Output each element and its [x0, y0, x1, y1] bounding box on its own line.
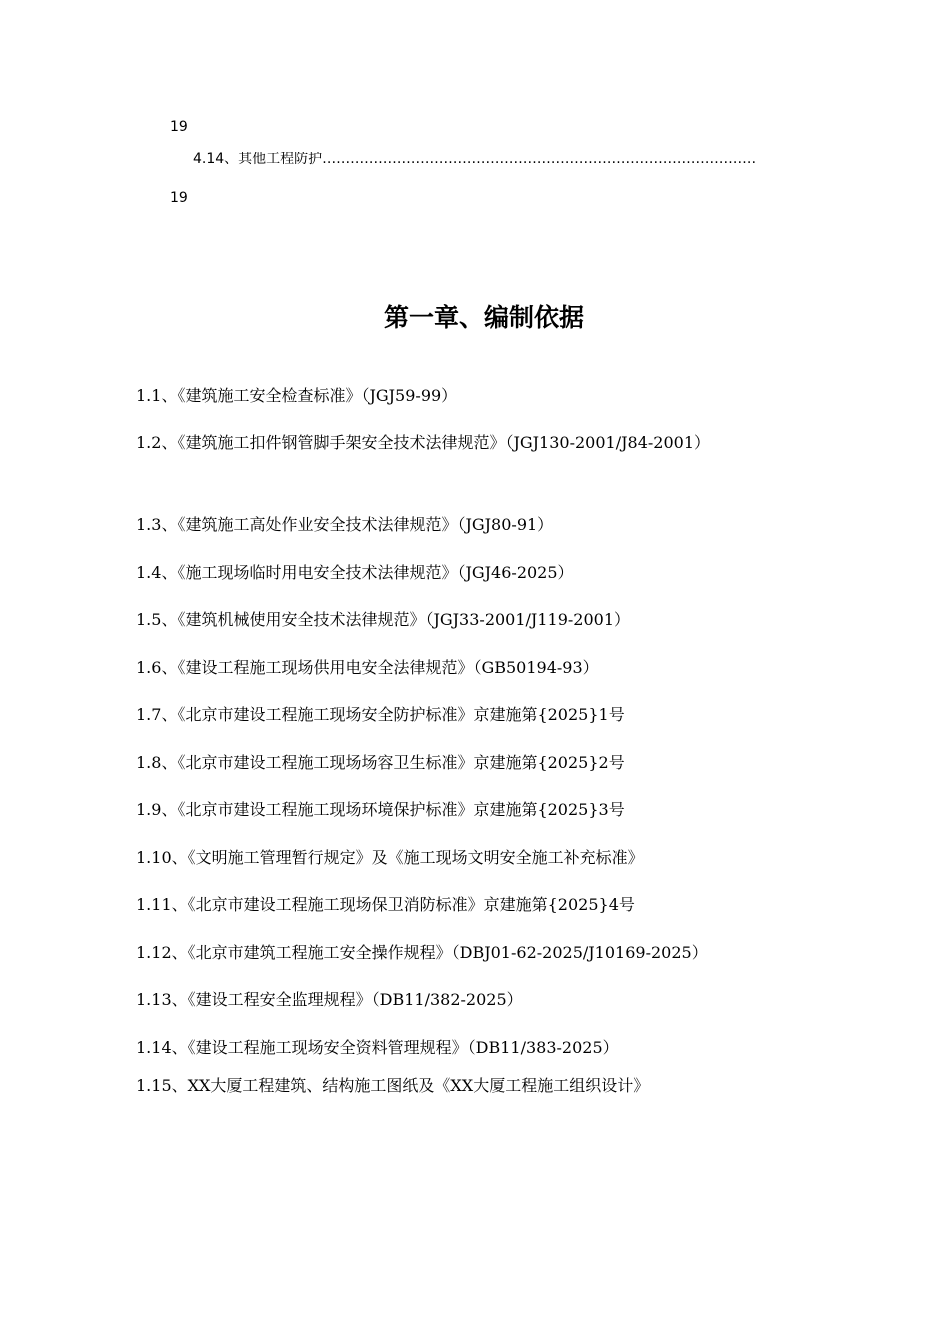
reference-item: 1.3、《建筑施工高处作业安全技术法律规范》（JGJ80-91）: [136, 515, 554, 534]
reference-item: 1.11、《北京市建设工程施工现场保卫消防标准》京建施第{2025}4号: [136, 895, 635, 914]
reference-item: 1.8、《北京市建设工程施工现场场容卫生标准》京建施第{2025}2号: [136, 753, 625, 772]
toc-entry-page-number: 19: [170, 190, 188, 206]
reference-item: 1.1、《建筑施工安全检查标准》（JGJ59-99）: [136, 386, 458, 405]
reference-item: 1.7、《北京市建设工程施工现场安全防护标准》京建施第{2025}1号: [136, 705, 625, 724]
toc-page-number: 19: [170, 119, 188, 135]
reference-item: 1.6、《建设工程施工现场供用电安全法律规范》（GB50194-93）: [136, 658, 599, 677]
toc-entry: 4.14、其他工程防护…………………………………………………………………………………: [193, 152, 757, 166]
reference-item: 1.10、《文明施工管理暂行规定》及《施工现场文明安全施工补充标准》: [136, 848, 644, 867]
reference-item: 1.13、《建设工程安全监理规程》（DB11/382-2025）: [136, 990, 523, 1009]
reference-item: 1.5、《建筑机械使用安全技术法律规范》（JGJ33-2001/J119-2001）: [136, 610, 631, 629]
chapter-title: 第一章、编制依据: [383, 303, 584, 332]
reference-item: 1.4、《施工现场临时用电安全技术法律规范》（JGJ46-2025）: [136, 563, 574, 582]
reference-item: 1.9、《北京市建设工程施工现场环境保护标准》京建施第{2025}3号: [136, 800, 625, 819]
reference-item: 1.2、《建筑施工扣件钢管脚手架安全技术法律规范》（JGJ130-2001/J84-2001）: [136, 433, 711, 452]
reference-item: 1.15、XX大厦工程建筑、结构施工图纸及《XX大厦工程施工组织设计》: [136, 1076, 650, 1095]
reference-item: 1.12、《北京市建筑工程施工安全操作规程》（DBJ01-62-2025/J10169-2025）: [136, 943, 708, 962]
reference-item: 1.14、《建设工程施工现场安全资料管理规程》（DB11/383-2025）: [136, 1038, 619, 1057]
